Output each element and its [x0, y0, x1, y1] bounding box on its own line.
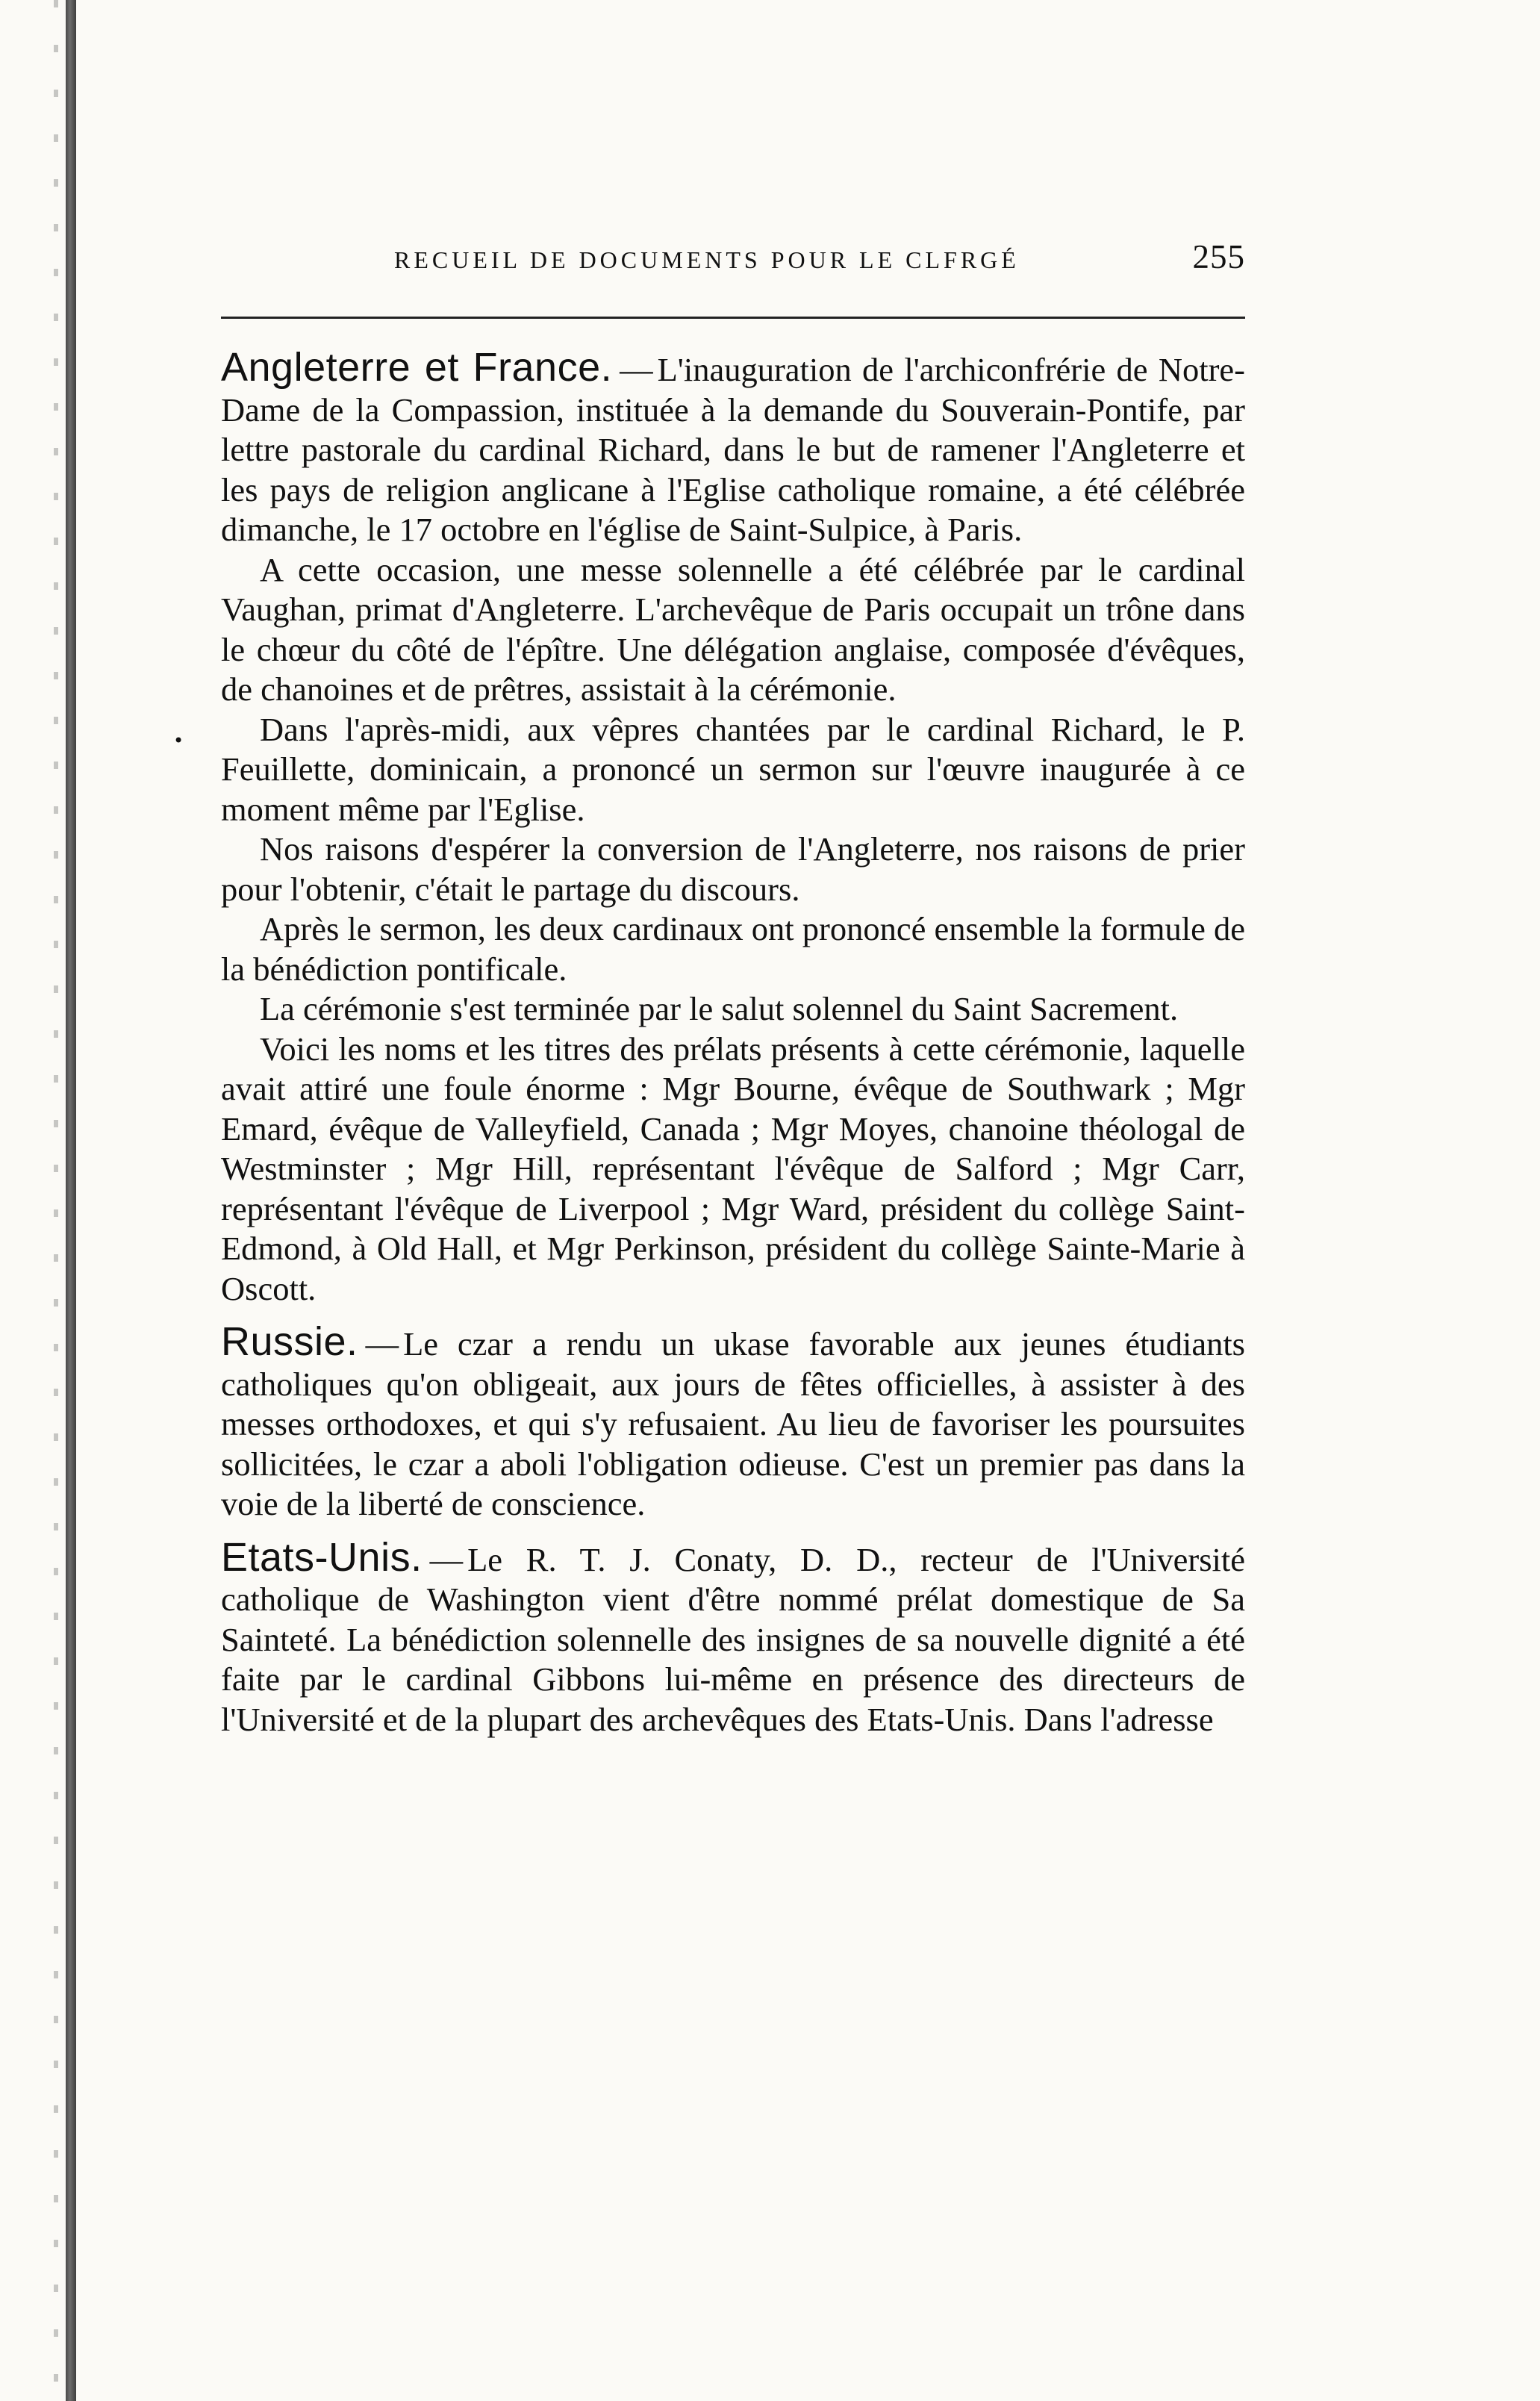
- section-heading: Russie.: [221, 1319, 358, 1364]
- book-binding-edge: [66, 0, 76, 2401]
- section-lead-paragraph: [221, 1319, 1245, 1525]
- page-number: 255: [1192, 238, 1245, 275]
- section-heading: Angleterre et France.: [221, 345, 613, 390]
- em-dash: —: [429, 1540, 464, 1578]
- paragraph: Dans l'après-midi, aux vêpres chantées par le cardinal Richard, le P. Feuillette, dominicain, a prononcé un sermon sur l'œuvre inaugurée à ce moment même par l'Eglise.: [221, 710, 1245, 828]
- page-body: [221, 345, 1245, 1740]
- section-lead-text: Le R. T. J. Conaty, D. D., recteur de l'Université catholique de Washington vient d'être nommé prélat domestique de Sa Sainteté. La bénédiction solennelle des insignes de sa nouvelle dignité a été faite par le cardinal Gibbons lui-même en présence des directeurs de l'Université et de la plupart des archevêques des Etats-Unis. Dans l'adresse: [221, 1540, 1245, 1738]
- section-lead-paragraph: [221, 345, 1245, 550]
- paragraph: Après le sermon, les deux cardinaux ont prononcé ensemble la formule de la bénédiction pontificale.: [221, 910, 1245, 988]
- section-heading: Etats-Unis.: [221, 1534, 423, 1580]
- paragraph: La cérémonie s'est terminée par le salut solennel du Saint Sacrement.: [260, 990, 1179, 1027]
- header-rule: [221, 317, 1245, 319]
- section-lead-text: L'inauguration de l'archiconfrérie de Notre-Dame de la Compassion, instituée à la demande du Souverain-Pontife, par lettre pastorale du cardinal Richard, dans le but de ramener l'Angleterre et les pays de religion anglicane à l'Eglise catholique romaine, a été célébrée dimanche, le 17 octobre en l'église de Saint-Sulpice, à Paris.: [221, 351, 1245, 548]
- em-dash: —: [365, 1325, 399, 1363]
- section-angleterre-france: [221, 345, 1245, 1309]
- em-dash: —: [620, 351, 653, 388]
- paragraph: Voici les noms et les titres des prélats présents à cette cérémonie, laquelle avait attiré une foule énorme : Mgr Bourne, évêque de Southwark ; Mgr Emard, évêque de Valleyfield, Canada ; Mgr Moyes, chanoine théologal de Westminster ; Mgr Hill, représentant l'évêque de Salford ; Mgr Carr, représentant l'évêque de Liverpool ; Mgr Ward, président du collège Saint-Edmond, à Old Hall, et Mgr Perkinson, président du collège Sainte-Marie à Oscott.: [221, 1030, 1245, 1307]
- running-title: RECUEIL DE DOCUMENTS POUR LE CLFRGÉ: [394, 246, 1020, 273]
- section-lead-paragraph: [221, 1534, 1245, 1740]
- binding-shadow: [54, 0, 58, 2401]
- paragraph: A cette occasion, une messe solennelle a été célébrée par le cardinal Vaughan, primat d'Angleterre. L'archevêque de Paris occupait un trône dans le chœur du côté de l'épître. Une délégation anglaise, composée d'évêques, de chanoines et de prêtres, assistait à la cérémonie.: [221, 550, 1245, 708]
- running-header: [221, 237, 1245, 282]
- section-russie: [221, 1319, 1245, 1525]
- section-etats-unis: [221, 1534, 1245, 1740]
- paragraph: Nos raisons d'espérer la conversion de l'Angleterre, nos raisons de prier pour l'obtenir, c'était le partage du discours.: [221, 830, 1245, 908]
- margin-mark: •: [173, 730, 184, 751]
- section-lead-text: Le czar a rendu un ukase favorable aux jeunes étudiants catholiques qu'on obligeait, aux jours de fêtes officielles, à assister à des messes orthodoxes, et qui s'y refusaient. Au lieu de favoriser les poursuites sollicitées, le czar a aboli l'obligation odieuse. C'est un premier pas dans la voie de la liberté de conscience.: [221, 1325, 1245, 1522]
